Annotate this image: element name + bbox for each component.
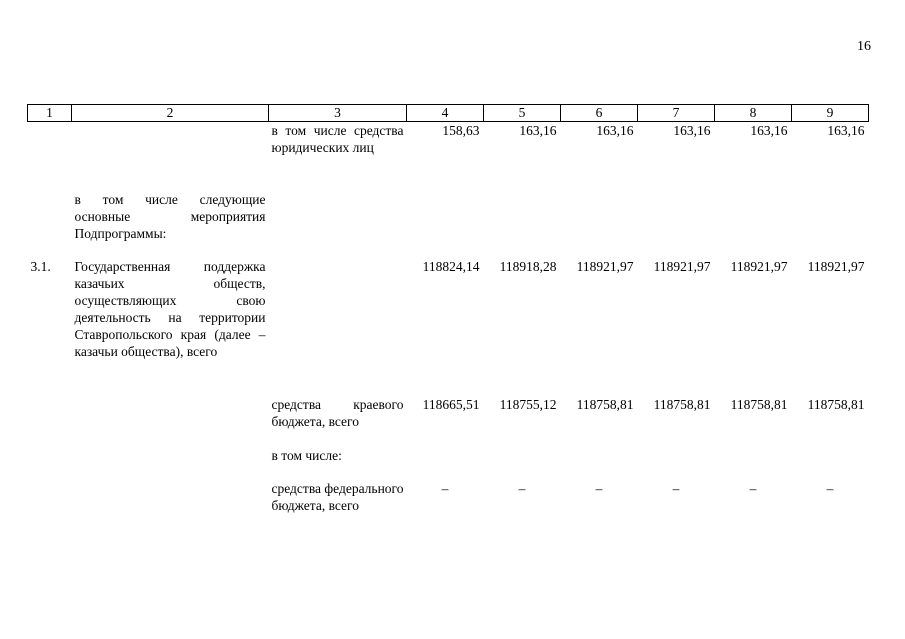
row-number xyxy=(28,480,72,534)
value-cell: – xyxy=(595,480,603,496)
header-cell: 7 xyxy=(638,105,715,122)
table-row xyxy=(28,122,869,191)
table-row xyxy=(28,258,869,396)
value-cell xyxy=(715,447,792,480)
row-number xyxy=(28,396,72,447)
page-number: 16 xyxy=(857,39,871,54)
table-row xyxy=(28,191,869,258)
row-name xyxy=(72,396,269,447)
budget-table xyxy=(27,104,869,534)
value-cell: 163,16 xyxy=(519,123,557,138)
funding-source xyxy=(269,258,407,396)
value-cell: 118921,97 xyxy=(576,258,634,274)
value-cell: 118665,51 xyxy=(422,396,480,412)
row-number: 3.1. xyxy=(30,258,51,274)
value-cell: 118921,97 xyxy=(653,258,711,274)
funding-source: средства краевого бюджета, всего xyxy=(271,396,404,429)
value-cell: 163,16 xyxy=(827,123,865,138)
table-row xyxy=(28,480,869,534)
value-cell: 118824,14 xyxy=(422,258,480,274)
column-number-header xyxy=(28,105,869,122)
header-cell: 8 xyxy=(715,105,792,122)
value-cell xyxy=(792,447,869,480)
row-name xyxy=(72,122,269,191)
value-cell: – xyxy=(749,480,757,496)
row-name xyxy=(72,447,269,480)
header-cell: 1 xyxy=(28,105,72,122)
table-row xyxy=(28,396,869,447)
funding-source: в том числе: xyxy=(271,447,342,463)
value-cell xyxy=(792,191,869,258)
value-cell xyxy=(561,191,638,258)
value-cell: – xyxy=(672,480,680,496)
value-cell: 118918,28 xyxy=(499,258,557,274)
header-cell: 3 xyxy=(269,105,407,122)
row-name: в том числе следующие основные мероприятия Подпрограммы: xyxy=(74,191,266,241)
funding-source: в том числе средства юридических лиц xyxy=(271,123,404,155)
funding-source: средства федерального бюджета, всего xyxy=(271,480,404,513)
value-cell: 118758,81 xyxy=(653,396,711,412)
value-cell xyxy=(484,191,561,258)
value-cell: 118758,81 xyxy=(576,396,634,412)
header-cell: 6 xyxy=(561,105,638,122)
value-cell xyxy=(407,447,484,480)
value-cell: 163,16 xyxy=(750,123,788,138)
header-cell: 2 xyxy=(72,105,269,122)
value-cell xyxy=(715,191,792,258)
value-cell: 118921,97 xyxy=(730,258,788,274)
value-cell xyxy=(407,191,484,258)
header-cell: 9 xyxy=(792,105,869,122)
row-name xyxy=(72,480,269,534)
value-cell: – xyxy=(441,480,449,496)
value-cell: – xyxy=(518,480,526,496)
value-cell: 118755,12 xyxy=(499,396,557,412)
value-cell xyxy=(484,447,561,480)
value-cell: 118758,81 xyxy=(730,396,788,412)
value-cell xyxy=(638,191,715,258)
value-cell: 118921,97 xyxy=(807,258,865,274)
row-number xyxy=(28,447,72,480)
value-cell: – xyxy=(826,480,834,496)
value-cell: 163,16 xyxy=(596,123,634,138)
row-number xyxy=(28,122,72,191)
row-number xyxy=(28,191,72,258)
value-cell: 163,16 xyxy=(673,123,711,138)
funding-source xyxy=(269,191,407,258)
value-cell: 118758,81 xyxy=(807,396,865,412)
row-name: Государственная поддержка казачьих обществ, осуществляющих свою деятельность на территории Ставропольского края (далее – казачьи общества), всего xyxy=(74,258,266,359)
value-cell xyxy=(561,447,638,480)
header-cell: 4 xyxy=(407,105,484,122)
header-cell: 5 xyxy=(484,105,561,122)
value-cell xyxy=(638,447,715,480)
value-cell: 158,63 xyxy=(442,123,480,138)
table-row xyxy=(28,447,869,480)
